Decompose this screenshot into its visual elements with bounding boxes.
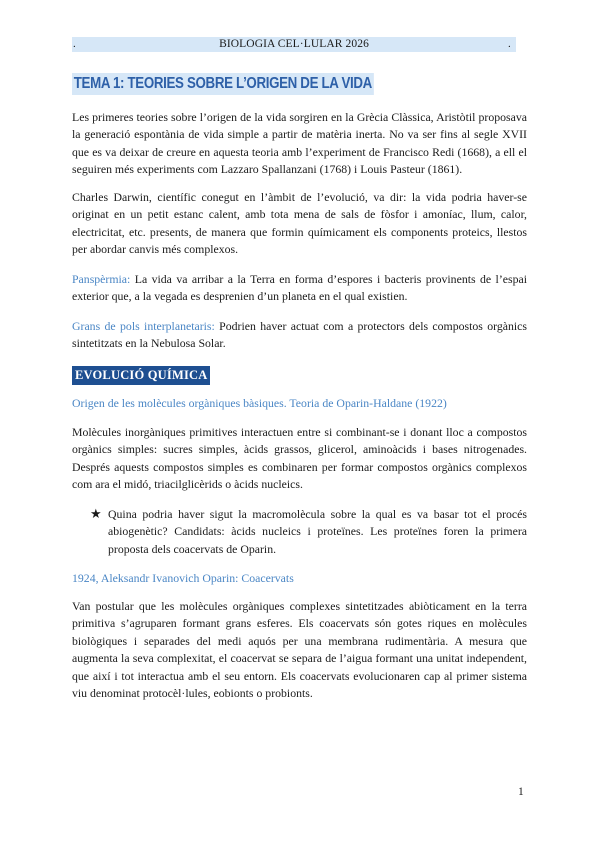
header-right-mark: . xyxy=(508,38,511,50)
header-title: BIOLOGIA CEL·LULAR 2026 xyxy=(219,38,369,50)
section-heading-chemical-evolution: EVOLUCIÓ QUÍMICA xyxy=(72,366,210,385)
paragraph-inorganic-molecules: Molècules inorgàniques primitives interactuen entre si combinant-se i donant lloc a compostos orgànics simples: sucres simples, àcids grassos, glicerol, aminoàcids i bases nitrogenades. Després aquests compostos simples es combinaren per formar compostos orgànics complexos com ara el midó, triacilglicèrids o àcids nucleics. xyxy=(72,425,527,492)
header-left-mark: . xyxy=(73,38,76,50)
page-number: 1 xyxy=(518,786,524,798)
paragraph-coacervates: Van postular que les molècules orgàniques complexes sintetitzades abiòticament en la terra primitiva s’agruparen formant grans esferes. Els coacervats són gotes riques en molècules biològiques i separades del medi aquós per una membrana rudimentària. A mesura que augmenta la seva complexitat, el coacervat se separa de l’aigua formant una unitat independent, que així i tot interactua amb el seu entorn. Els coacervats evolucionaren cap al primer sistema viu denominat protocèl·lules, eobionts o probionts. xyxy=(72,599,527,701)
interplanetary-dust-term: Grans de pols interplanetaris: xyxy=(72,319,215,333)
paragraph-darwin: Charles Darwin, científic conegut en l’àmbit de l’evolució, va dir: la vida podria haver-se originat en un petit estanc calent, amb tota mena de sals de fòsfor i amoníac, llum, calor, electricitat, etc. presents, de manera que formin químicament els components proteics, llestos per abordar canvis més complexos. xyxy=(72,190,527,257)
panspermia-text: La vida va arribar a la Terra en forma d’espores i bacteris provinents de l’espai exterior que, a la vegada es desprenien d’un planeta en el qual existien. xyxy=(72,272,527,304)
paragraph-panspermia xyxy=(72,271,527,306)
subheading-coacervates: 1924, Aleksandr Ivanovich Oparin: Coacervats xyxy=(72,571,294,585)
star-bullet-icon: ★ xyxy=(90,507,102,522)
chapter-title: TEMA 1: TEORIES SOBRE L’ORIGEN DE LA VIDA xyxy=(72,73,374,95)
subheading-oparin-haldane: Origen de les molècules orgàniques bàsiques. Teoria de Oparin-Haldane (1922) xyxy=(72,396,447,410)
bullet-macromolecule-question: Quina podria haver sigut la macromolècula sobre la qual es va basar tot el procés abiogenètic? Candidats: àcids nucleics i proteïnes. Les proteïnes foren la primera proposta dels coacervats de Oparin. xyxy=(108,507,527,556)
panspermia-term: Panspèrmia: xyxy=(72,272,131,286)
paragraph-history: Les primeres teories sobre l’origen de la vida sorgiren en la Grècia Clàssica, Aristòtil proposava la generació espontània de vida simple a partir de matèria inerta. No va ser fins al segle XVII que es va deixar de creure en aquesta teoria amb l’experiment de Francisco Redi (1668), a ell el seguiren més experiments com Lazzaro Spallanzani (1768) i Louis Pasteur (1861). xyxy=(72,110,527,177)
interplanetary-dust-text: Podrien haver actuat com a protectors dels compostos orgànics sintetitzats en la Nebulosa Solar. xyxy=(72,319,527,351)
paragraph-interplanetary-dust xyxy=(72,318,527,353)
